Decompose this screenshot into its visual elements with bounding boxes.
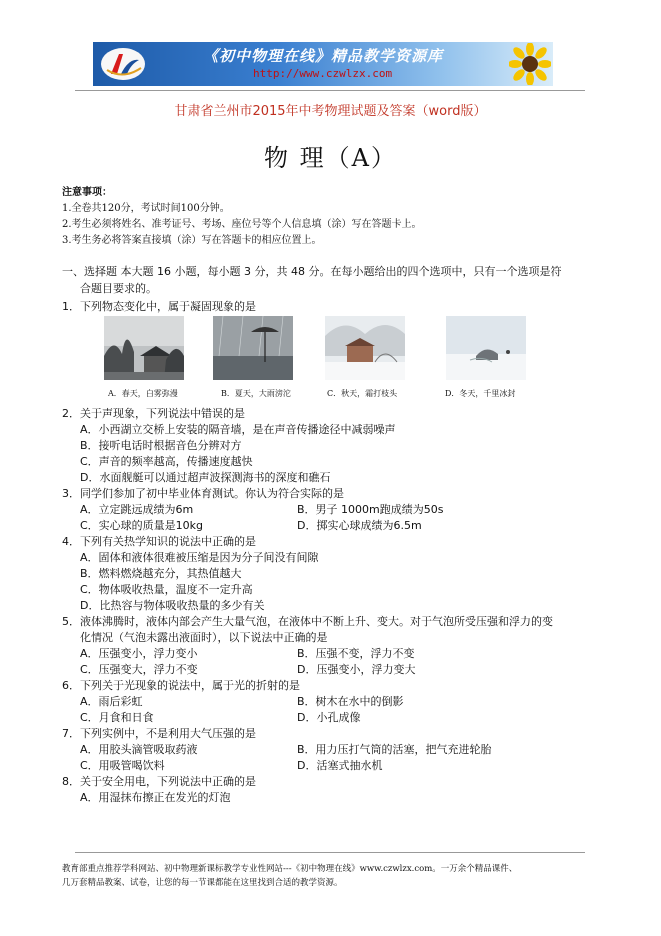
question-8-stem: 8．关于安全用电，下列说法中正确的是 bbox=[62, 775, 256, 788]
option: B．用力压打气筒的活塞，把气充进轮胎 bbox=[297, 743, 492, 756]
option: B．压强不变，浮力不变 bbox=[297, 647, 415, 660]
question-7-stem: 7．下列实例中，不是利用大气压强的是 bbox=[62, 727, 256, 740]
question-5-stem: 5．液体沸腾时，液体内部会产生大量气泡，在液体中不断上升、变大。对于气泡所受压强和浮力的变 bbox=[62, 615, 553, 628]
option: D．活塞式抽水机 bbox=[297, 759, 383, 772]
option: A．压强变小，浮力变小 bbox=[80, 647, 198, 660]
footer-divider bbox=[75, 852, 585, 853]
option: C．实心球的质量是10kg bbox=[80, 519, 204, 532]
question-5-stem-cont: 化情况（气泡未露出液面时），以下说法中正确的是 bbox=[80, 631, 328, 644]
option: C．声音的频率越高，传播速度越快 bbox=[80, 455, 253, 468]
option: D．比热容与物体吸收热量的多少有关 bbox=[80, 599, 265, 612]
note-item: 3.考生务必将答案直接填（涂）写在答题卡的相应位置上。 bbox=[62, 235, 322, 246]
option: B．男子 1000m跑成绩为50s bbox=[297, 503, 444, 516]
option: D．小孔成像 bbox=[297, 711, 361, 724]
option: A．雨后彩虹 bbox=[80, 695, 143, 708]
photo-frost-trees bbox=[325, 316, 405, 380]
photo-caption: C．秋天，霜打枝头 bbox=[327, 389, 398, 398]
question-3-stem: 3．同学们参加了初中毕业体育测试。你认为符合实际的是 bbox=[62, 487, 344, 500]
option: B．接听电话时根据音色分辨对方 bbox=[80, 439, 242, 452]
footer-line: 教育部重点推荐学科网站、初中物理新课标教学专业性网站---《初中物理在线》www.czwlzx.com。一万余个精品课件、 bbox=[62, 864, 518, 874]
option: A．用胶头滴管吸取药液 bbox=[80, 743, 198, 756]
option: D．水面舰艇可以通过超声波探测海书的深度和礁石 bbox=[80, 471, 331, 484]
note-item: 1.全卷共120分，考试时间100分钟。 bbox=[62, 203, 230, 214]
question-6-stem: 6．下列关于光现象的说法中，属于光的折射的是 bbox=[62, 679, 300, 692]
option: C．压强变大，浮力不变 bbox=[80, 663, 198, 676]
footer-line: 几万套精品教案、试卷，让您的每一节课都能在这里找到合适的教学资源。 bbox=[62, 878, 343, 888]
option: A．立定跳远成绩为6m bbox=[80, 503, 194, 516]
option: D．压强变小，浮力变大 bbox=[297, 663, 416, 676]
photo-caption: D．冬天，千里冰封 bbox=[445, 389, 516, 398]
option: A．用湿抹布擦正在发光的灯泡 bbox=[80, 791, 231, 804]
section-heading-cont: 合题目要求的。 bbox=[80, 282, 157, 295]
option: B．树木在水中的倒影 bbox=[297, 695, 404, 708]
photo-frozen-land bbox=[446, 316, 526, 380]
question-2-stem: 2．关于声现象，下列说法中错误的是 bbox=[62, 407, 245, 420]
banner-title: 《初中物理在线》精品教学资源库 bbox=[203, 47, 444, 65]
photo-caption: A．春天，白雾弥漫 bbox=[108, 389, 178, 398]
notes-title: 注意事项： bbox=[62, 187, 112, 198]
section-heading: 一、选择题 本大题 16 小题，每小题 3 分，共 48 分。在每小题给出的四个选项中，只有一个选项是符 bbox=[62, 265, 562, 278]
option: D．掷实心球成绩为6.5m bbox=[297, 519, 422, 532]
photo-fog-house bbox=[104, 316, 184, 380]
option: C．月食和日食 bbox=[80, 711, 154, 724]
page-footer bbox=[62, 862, 607, 890]
banner-url[interactable]: http://www.czwlzx.com bbox=[253, 67, 393, 80]
option: A．固体和液体很难被压缩是因为分子间没有间隙 bbox=[80, 551, 319, 564]
option: B．燃料燃烧越充分，其热值越大 bbox=[80, 567, 242, 580]
option: C．物体吸收热量，温度不一定升高 bbox=[80, 583, 253, 596]
photo-rain-sea bbox=[213, 316, 293, 380]
sunflower-icon bbox=[509, 43, 551, 85]
note-item: 2.考生必须将姓名、准考证号、考场、座位号等个人信息填（涂）写在答题卡上。 bbox=[62, 219, 422, 230]
question-4-stem: 4．下列有关热学知识的说法中正确的是 bbox=[62, 535, 256, 548]
header-banner bbox=[93, 42, 553, 86]
option: A．小西湖立交桥上安装的隔音墙，是在声音传播途径中减弱噪声 bbox=[80, 423, 396, 436]
photo-caption: B．夏天，大雨滂沱 bbox=[221, 389, 291, 398]
question-1-stem: 1．下列物态变化中，属于凝固现象的是 bbox=[62, 300, 256, 313]
subject-title: 物 理（A） bbox=[264, 144, 397, 172]
header-divider bbox=[75, 90, 585, 91]
page-heading: 甘肃省兰州市2015年中考物理试题及答案（word版） bbox=[174, 104, 487, 119]
site-logo-icon bbox=[99, 46, 147, 82]
option: C．用吸管喝饮料 bbox=[80, 759, 165, 772]
